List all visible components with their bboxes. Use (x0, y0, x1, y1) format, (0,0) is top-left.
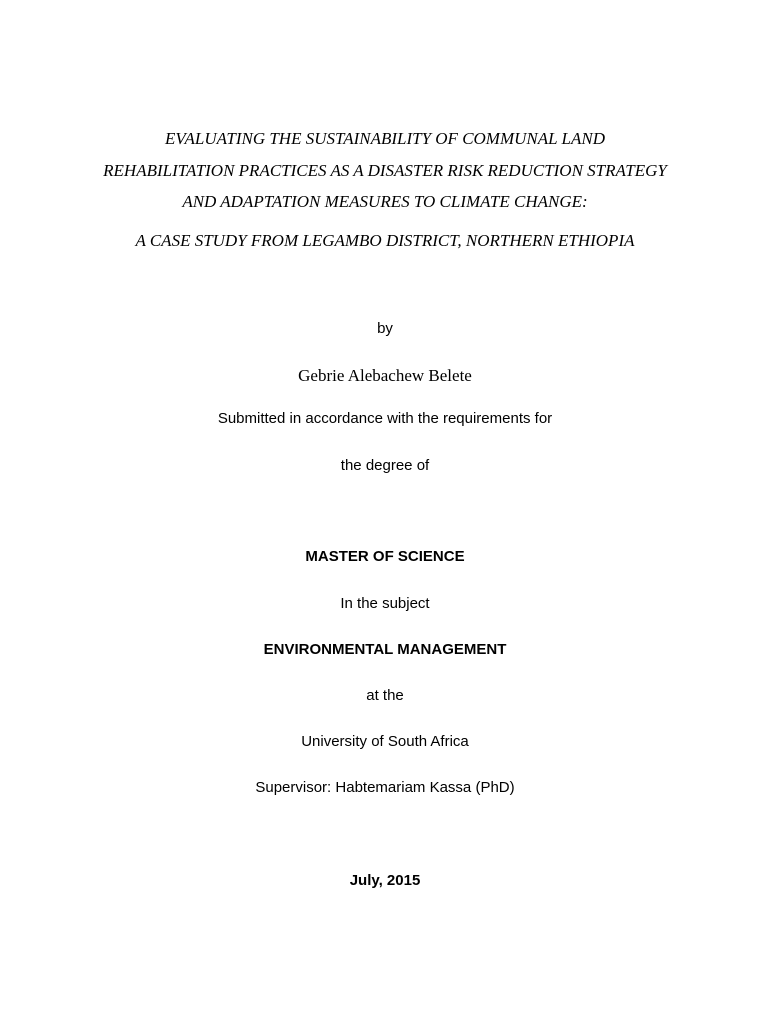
degree-name: MASTER OF SCIENCE (305, 548, 465, 565)
thesis-title-line-2: REHABILITATION PRACTICES AS A DISASTER RISK REDUCTION STRATEGY (103, 161, 667, 180)
subject-label: In the subject (340, 595, 430, 612)
subject-name: ENVIRONMENTAL MANAGEMENT (263, 641, 507, 658)
thesis-title-line-1: EVALUATING THE SUSTAINABILITY OF COMMUNAL LAND (165, 129, 605, 148)
by-label: by (377, 320, 393, 337)
university-name: University of South Africa (301, 733, 469, 750)
thesis-title-line-4: A CASE STUDY FROM LEGAMBO DISTRICT, NORTHERN ETHIOPIA (135, 231, 635, 250)
supervisor-line: Supervisor: Habtemariam Kassa (PhD) (255, 779, 515, 796)
submission-statement: Submitted in accordance with the requirements for (217, 410, 553, 427)
author-name: Gebrie Alebachew Belete (298, 366, 472, 385)
degree-of-label: the degree of (340, 457, 430, 474)
at-the-label: at the (366, 687, 404, 704)
thesis-title-line-3: AND ADAPTATION MEASURES TO CLIMATE CHANGE: (182, 192, 588, 211)
submission-date: July, 2015 (349, 872, 421, 889)
